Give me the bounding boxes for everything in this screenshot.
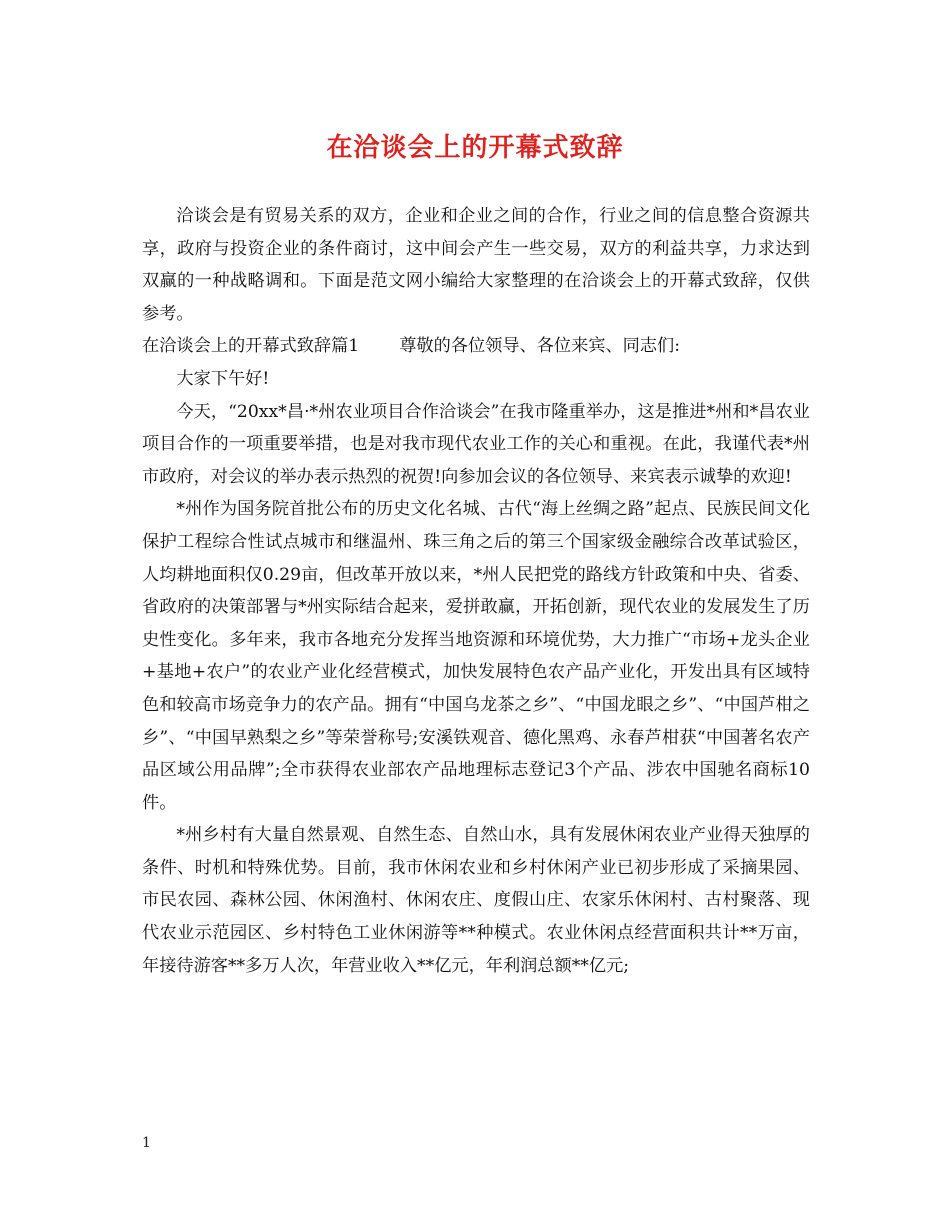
body-paragraph-2: *州作为国务院首批公布的历史文化名城、古代“海上丝绸之路”起点、民族民间文化保护工程综合性试点城市和继温州、珠三角之后的第三个国家级金融综合改革试验区，人均耕地面积仅0.29亩，但改革开放以来，*州人民把党的路线方针政策和中央、省委、省政府的决策部署与*州实际结合起来，爱拼敢赢，开拓创新，现代农业的发展发生了历史性变化。多年来，我市各地充分发挥当地资源和环境优势，大力推广“市场+龙头企业+基地+农户”的农业产业化经营模式，加快发展特色农产品产业化，开发出具有区域特色和较高市场竞争力的农产品。拥有“中国乌龙茶之乡”、“中国龙眼之乡”、“中国芦柑之乡”、“中国早熟梨之乡”等荣誉称号;安溪铁观音、德化黑鸡、永春芦柑获“中国著名农产品区域公用品牌”;全市获得农业部农产品地理标志登记3个产品、涉农中国驰名商标10件。 [142,499,810,813]
intro-paragraph: 洽谈会是有贸易关系的双方，企业和企业之间的合作，行业之间的信息整合资源共享，政府与投资企业的条件商讨，这中间会产生一些交易，双方的利益共享，力求达到双赢的一种战略调和。下面是范文网小编给大家整理的在洽谈会上的开幕式致辞，仅供参考。 [142,206,810,324]
body-paragraph-3: *州乡村有大量自然景观、自然生态、自然山水，具有发展休闲农业产业得天独厚的条件、时机和特殊优势。目前，我市休闲农业和乡村休闲产业已初步形成了采摘果园、市民农园、森林公园、休闲渔村、休闲农庄、度假山庄、农家乐休闲村、古村聚落、现代农业示范园区、乡村特色工业休闲游等**种模式。农业休闲点经营面积共计**万亩，年接待游客**多万人次，年营业收入**亿元，年利润总额**亿元; [142,825,810,976]
document-body [142,200,810,982]
page-number: 1 [142,1135,151,1151]
section-title: 在洽谈会上的开幕式致辞篇1 [142,336,360,357]
document-title: 在洽谈会上的开幕式致辞 [326,133,624,163]
section-heading-line [142,330,810,363]
greeting: 大家下午好! [176,368,270,389]
salutation: 尊敬的各位领导、各位来宾、同志们: [399,336,680,357]
body-paragraph-1: 今天，“20xx*昌·*州农业项目合作洽谈会”在我市隆重举办，这是推进*州和*昌农业项目合作的一项重要举措，也是对我市现代农业工作的关心和重视。在此，我谨代表*州市政府，对会议的举办表示热烈的祝贺!向参加会议的各位领导、来宾表示诚挚的欢迎! [142,401,810,487]
